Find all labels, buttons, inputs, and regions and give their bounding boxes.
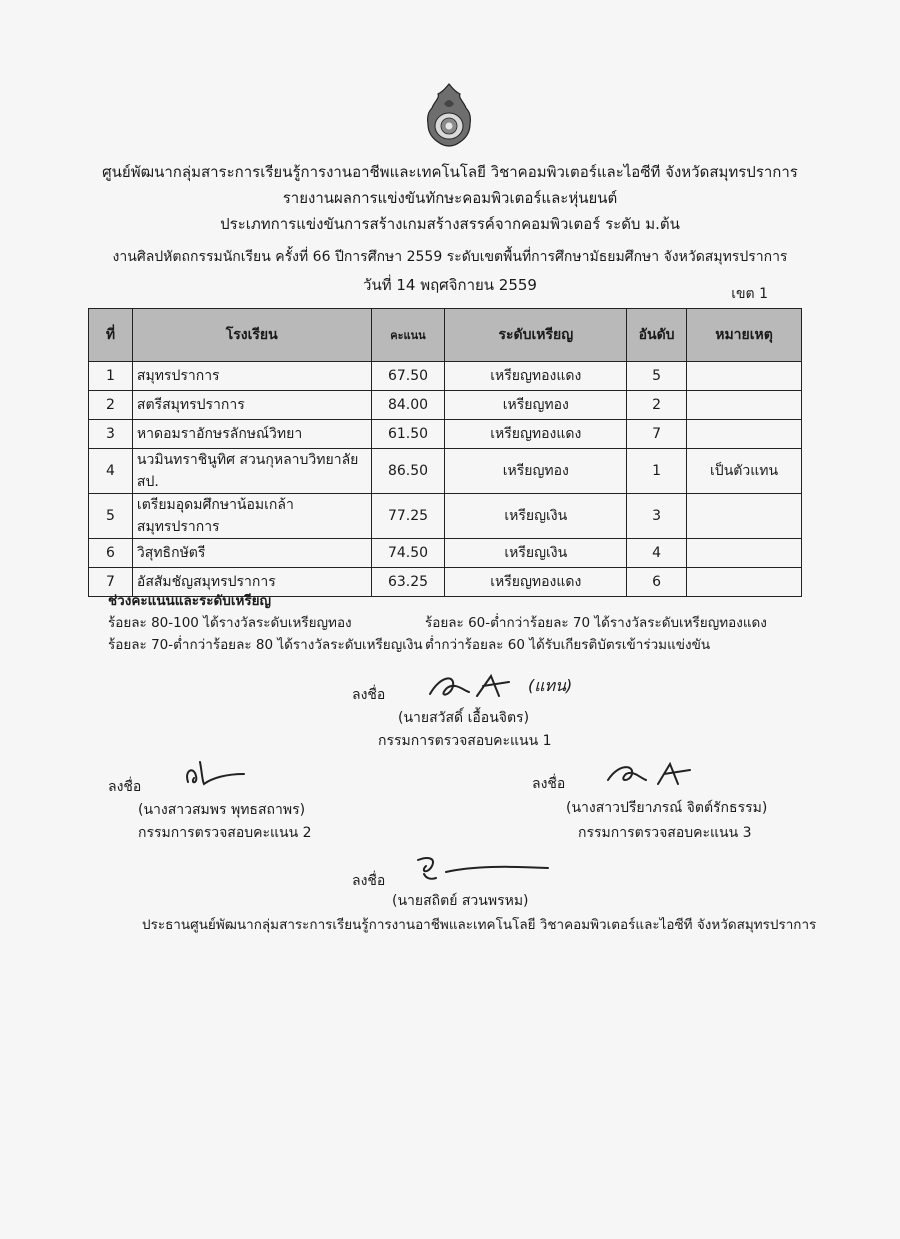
cell-note [687,420,802,449]
header-school: โรงเรียน [132,309,371,362]
committee3-name: (นางสาวปรียาภรณ์ จิตต์รักธรรม) [566,800,768,816]
cell-note [687,362,802,391]
cell-rank: 2 [627,391,687,420]
cell-medal: เหรียญเงิน [445,539,627,568]
table-row [89,362,802,391]
table-row [89,539,802,568]
header-medal: ระดับเหรียญ [445,309,627,362]
cell-score: 84.00 [371,391,445,420]
cell-rank: 6 [627,568,687,597]
cell-score: 61.50 [371,420,445,449]
committee1-role: กรรมการตรวจสอบคะแนน 1 [378,733,552,749]
cell-rank: 1 [627,449,687,494]
cell-rank: 7 [627,420,687,449]
cell-no: 5 [89,494,133,539]
table-row [89,391,802,420]
cell-score: 63.25 [371,568,445,597]
legend-silver: ร้อยละ 70-ต่ำกว่าร้อยละ 80 ได้รางวัลระดับเหรียญเงิน [108,637,423,653]
cell-medal: เหรียญทองแดง [445,568,627,597]
header-center-name: ศูนย์พัฒนากลุ่มสาระการเรียนรู้การงานอาชีพและเทคโนโลยี วิชาคอมพิวเตอร์และไอซีที จังหวัดสมุทรปราการ [102,163,798,181]
header-rank: อันดับ [627,309,687,362]
cell-no: 4 [89,449,133,494]
cell-score: 77.25 [371,494,445,539]
table-header-row [89,309,802,362]
signature-3-icon [604,758,714,788]
chair-name: (นายสถิตย์ สวนพรหม) [392,893,529,909]
cell-no: 3 [89,420,133,449]
table-row [89,449,802,494]
cell-medal: เหรียญทองแดง [445,362,627,391]
legend-gold: ร้อยละ 80-100 ได้รางวัลระดับเหรียญทอง [108,615,352,631]
legend-bronze: ร้อยละ 60-ต่ำกว่าร้อยละ 70 ได้รางวัลระดับเหรียญทองแดง [425,615,767,631]
cell-note [687,539,802,568]
cell-note [687,494,802,539]
cell-medal: เหรียญทอง [445,449,627,494]
cell-note [687,568,802,597]
cell-school: เตรียมอุดมศึกษาน้อมเกล้า สมุทรปราการ [132,494,371,539]
cell-no: 1 [89,362,133,391]
cell-school: อัสสัมชัญสมุทรปราการ [132,568,371,597]
sign-label-2: ลงชื่อ [108,779,142,795]
table-row [89,494,802,539]
signature-2-icon [178,758,248,790]
signature-1-icon [425,668,535,704]
cell-medal: เหรียญทอง [445,391,627,420]
cell-no: 6 [89,539,133,568]
cell-medal: เหรียญทองแดง [445,420,627,449]
cell-school: นวมินทราชินูทิศ สวนกุหลาบวิทยาลัย สป. [132,449,371,494]
cell-no: 2 [89,391,133,420]
cell-rank: 5 [627,362,687,391]
header-note: หมายเหตุ [687,309,802,362]
report-title: รายงานผลการแข่งขันทักษะคอมพิวเตอร์และหุ่นยนต์ [282,189,618,207]
zone-label: เขต 1 [731,286,768,302]
cell-school: สตรีสมุทรปราการ [132,391,371,420]
cell-score: 74.50 [371,539,445,568]
cell-score: 86.50 [371,449,445,494]
cell-note [687,391,802,420]
medal-legend [108,590,423,656]
chair-role: ประธานศูนย์พัฒนากลุ่มสาระการเรียนรู้การงานอาชีพและเทคโนโลยี วิชาคอมพิวเตอร์และไอซีที จังหวัดสมุทรปราการ [142,917,817,933]
cell-score: 67.50 [371,362,445,391]
event-description: งานศิลปหัตถกรรมนักเรียน ครั้งที่ 66 ปีการศึกษา 2559 ระดับเขตพื้นที่การศึกษามัธยมศึกษา จังหวัดสมุทรปราการ [112,249,788,265]
committee2-role: กรรมการตรวจสอบคะแนน 2 [138,825,312,841]
committee2-name: (นางสาวสมพร พุทธสถาพร) [138,802,306,818]
sign-label-1: ลงชื่อ [352,687,386,703]
legend-title: ช่วงคะแนนและระดับเหรียญ [108,593,272,609]
cell-medal: เหรียญเงิน [445,494,627,539]
cell-no: 7 [89,568,133,597]
legend-certificate: ต่ำกว่าร้อยละ 60 ได้รับเกียรติบัตรเข้าร่วมแข่งขัน [425,637,711,653]
sign-label-3: ลงชื่อ [532,776,566,792]
event-date: วันที่ 14 พฤศจิกายน 2559 [363,276,537,294]
medal-legend-right [425,612,767,656]
emblem-seal-icon [424,82,474,148]
committee1-name: (นายสวัสดิ์ เอื้อนจิตร) [398,710,530,726]
signature-chair-icon [412,852,552,886]
cell-note: เป็นตัวแทน [687,449,802,494]
cell-school: วิสุทธิกษัตรี [132,539,371,568]
cell-school: สมุทรปราการ [132,362,371,391]
header-score: คะแนน [371,309,445,362]
header-no: ที่ [89,309,133,362]
substitute-annotation: (แทน) [528,676,573,695]
sign-label-chair: ลงชื่อ [352,873,386,889]
cell-rank: 3 [627,494,687,539]
table-row [89,420,802,449]
cell-school: หาดอมราอักษรลักษณ์วิทยา [132,420,371,449]
cell-rank: 4 [627,539,687,568]
results-table [88,308,802,597]
committee3-role: กรรมการตรวจสอบคะแนน 3 [578,825,752,841]
competition-type: ประเภทการแข่งขันการสร้างเกมสร้างสรรค์จากคอมพิวเตอร์ ระดับ ม.ต้น [220,215,680,233]
